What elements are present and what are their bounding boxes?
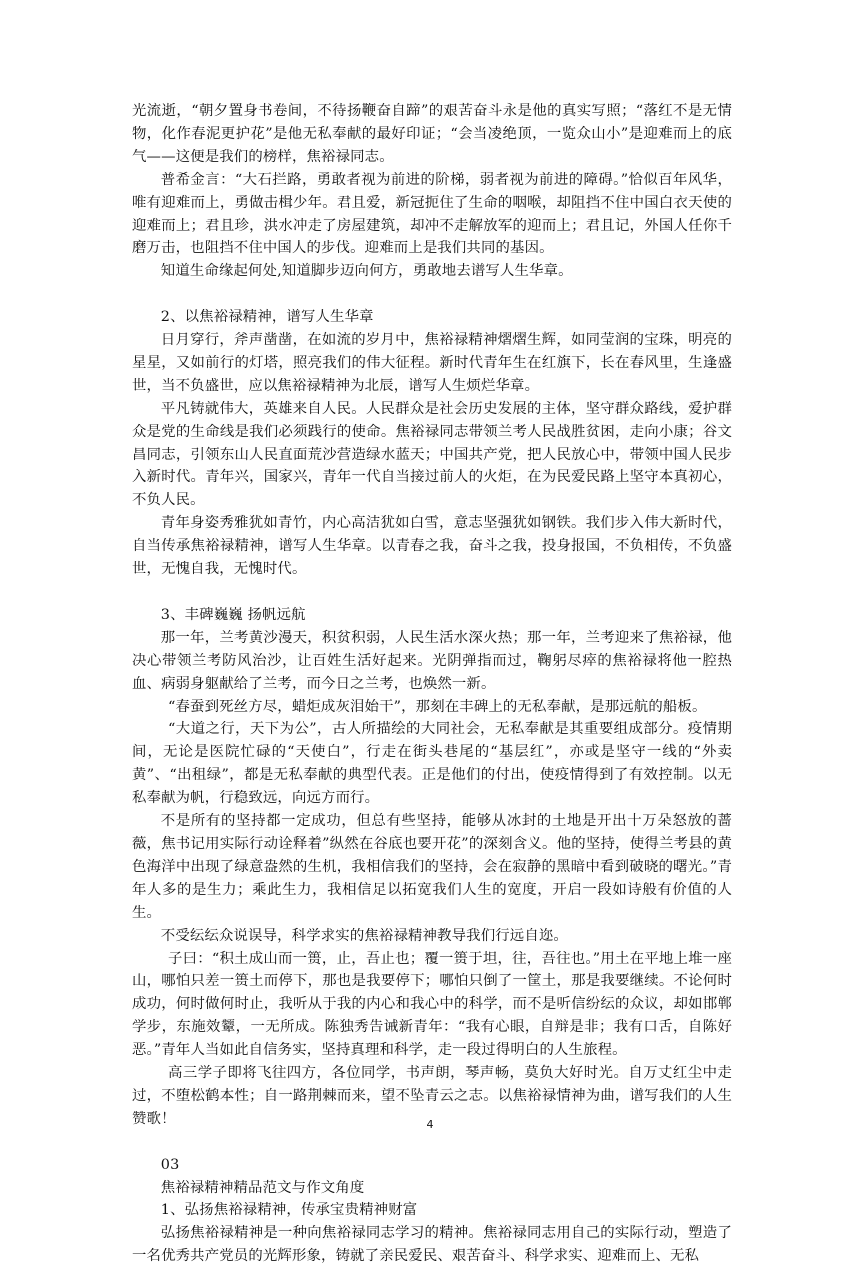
paragraph: 弘扬焦裕禄精神是一种向焦裕禄同志学习的精神。焦裕禄同志用自己的实际行动，塑造了一名优秀共产党员的光辉形象，铸就了亲民爱民、艰苦奋斗、科学求实、迎难而上、无私 — [132, 1225, 732, 1265]
paragraph: 普希金言：“大石拦路，勇敢者视为前进的阶梯，弱者视为前进的障碍。”恰似百年风华，唯有迎难而上，勇做击楫少年。君且爱，新冠扼住了生命的咽喉，却阻挡不住中国白衣天使的迎难而上；君且珍，洪水冲走了房屋建筑，却冲不走解放军的迎而上；君且记，外国人任你千磨万击，也阻挡不住中国人的步伐。迎难而上是我们共同的基因。 — [132, 171, 732, 257]
section-heading: 2、以焦裕禄精神，谱写人生华章 — [160, 309, 374, 326]
paragraph: 不受纭纭众说误导，科学求实的焦裕禄精神教导我们行远自迩。 — [160, 927, 568, 944]
section-heading: 1、弘扬焦裕禄精神，传承宝贵精神财富 — [160, 1202, 418, 1219]
paragraph: 青年身姿秀雅犹如青竹，内心高洁犹如白雪，意志坚强犹如钢铁。我们步入伟大新时代，自当传承焦裕禄精神，谱写人生华章。以青春之我，奋斗之我，投身报国，不负相传，不负盛世，无愧自我，无愧时代。 — [132, 515, 732, 578]
section-number: 03 — [160, 1156, 180, 1173]
paragraph: “大道之行，天下为公”，古人所描绘的大同社会，无私奉献是其重要组成部分。疫情期间，无论是医院忙碌的“天使白”，行走在街头巷尾的“基层红”，亦或是坚守一线的“外卖黄”、“出租绿”，都是无私奉献的典型代表。正是他们的付出，使疫情得到了有效控制。以无私奉献为帆，行稳致远，向远方而行。 — [132, 721, 732, 807]
paragraph: 日月穿行，斧声凿凿，在如流的岁月中，焦裕禄精神熠熠生辉，如同莹润的宝珠，明亮的星星，又如前行的灯塔，照亮我们的伟大征程。新时代青年生在红旗下，长在春风里，生逢盛世，当不负盛世，应以焦裕禄精神为北辰，谱写人生烦烂华章。 — [132, 332, 732, 394]
paragraph: 知道生命缘起何处,知道脚步迈向何方，勇敢地去谱写人生华章。 — [160, 263, 573, 280]
document-body — [132, 100, 732, 1268]
section-heading: 3、丰碑巍巍 扬帆远航 — [160, 606, 306, 623]
paragraph: 那一年，兰考黄沙漫天，积贫积弱，人民生活水深火热；那一年，兰考迎来了焦裕禄，他决心带领兰考防风治沙，让百姓生活好起来。光阴弹指而过，鞠躬尽瘁的焦裕禄将他一腔热血、病弱身躯献给了兰考，而今日之兰考，也焕然一新。 — [132, 629, 732, 692]
paragraph: 子曰：“积土成山而一篑，止，吾止也；覆一篑于坦，往，吾往也。”用土在平地上堆一座山，哪怕只差一篑土而停下，那也是我要停下；哪怕只倒了一筐土，那是我要继续。不论何时成功，何时做何时止，我听从于我的内心和我心中的科学，而不是听信纷纭的众议，却如邯郸学步，东施效颦，一无所成。陈独秀告诫新青年：“我有心眼，自辩是非；我有口舌，自陈好恶。”青年人当如此自信务实，坚持真理和科学，走一段过得明白的人生旅程。 — [132, 950, 732, 1059]
paragraph: “春蚕到死丝方尽，蜡炬成灰泪始干”，那刻在丰碑上的无私奉献，是那远航的船板。 — [168, 698, 707, 715]
section-title: 焦裕禄精神精品范文与作文角度 — [160, 1179, 365, 1196]
paragraph: 高三学子即将飞往四方，各位同学，书声朗，琴声畅，莫负大好时光。自万丈红尘中走过，不堕松鹤本性；自一路荆棘而来，望不坠青云之志。以焦裕禄情神为曲，谱写我们的人生赞歌！ — [132, 1065, 732, 1127]
paragraph: 不是所有的坚持都一定成功，但总有些坚持，能够从冰封的土地是开出十万朵怒放的蔷薇，焦书记用实际行动诠释着”纵然在谷底也要开花”的深刻含义。他的坚持，使得兰考县的黄色海洋中出现了绿意盎然的生机，我相信我们的坚持，会在寂静的黑暗中看到破晓的曙光。”青年人多的是生力；乘此生力，我相信足以拓宽我们人生的宽度，开启一段如诗般有价值的人生。 — [132, 813, 732, 921]
page-number: 4 — [426, 1118, 434, 1131]
paragraph-gap — [132, 1131, 732, 1154]
paragraph: 平凡铸就伟大，英雄来自人民。人民群众是社会历史发展的主体，坚守群众路线，爱护群众是党的生命线是我们必须践行的使命。焦裕禄同志带领兰考人民战胜贫困，走向小康；谷文昌同志，引领东山人民直面荒沙营造绿水蓝天；中国共产党，把人民放心中，带领中国人民步入新时代。青年兴，国家兴，青年一代自当接过前人的火炬，在为民爱民路上坚守本真初心，不负人民。 — [132, 400, 732, 509]
paragraph: 光流逝，“朝夕置身书卷间，不待扬鞭奋自蹄”的艰苦奋斗永是他的真实写照；“落红不是无情物，化作春泥更护花”是他无私奉献的最好印证；“会当凌绝顶，一览众山小”是迎难而上的底气——这便是我们的榜样，焦裕禄同志。 — [132, 103, 732, 165]
paragraph-gap — [132, 581, 732, 604]
paragraph-gap — [132, 283, 732, 306]
